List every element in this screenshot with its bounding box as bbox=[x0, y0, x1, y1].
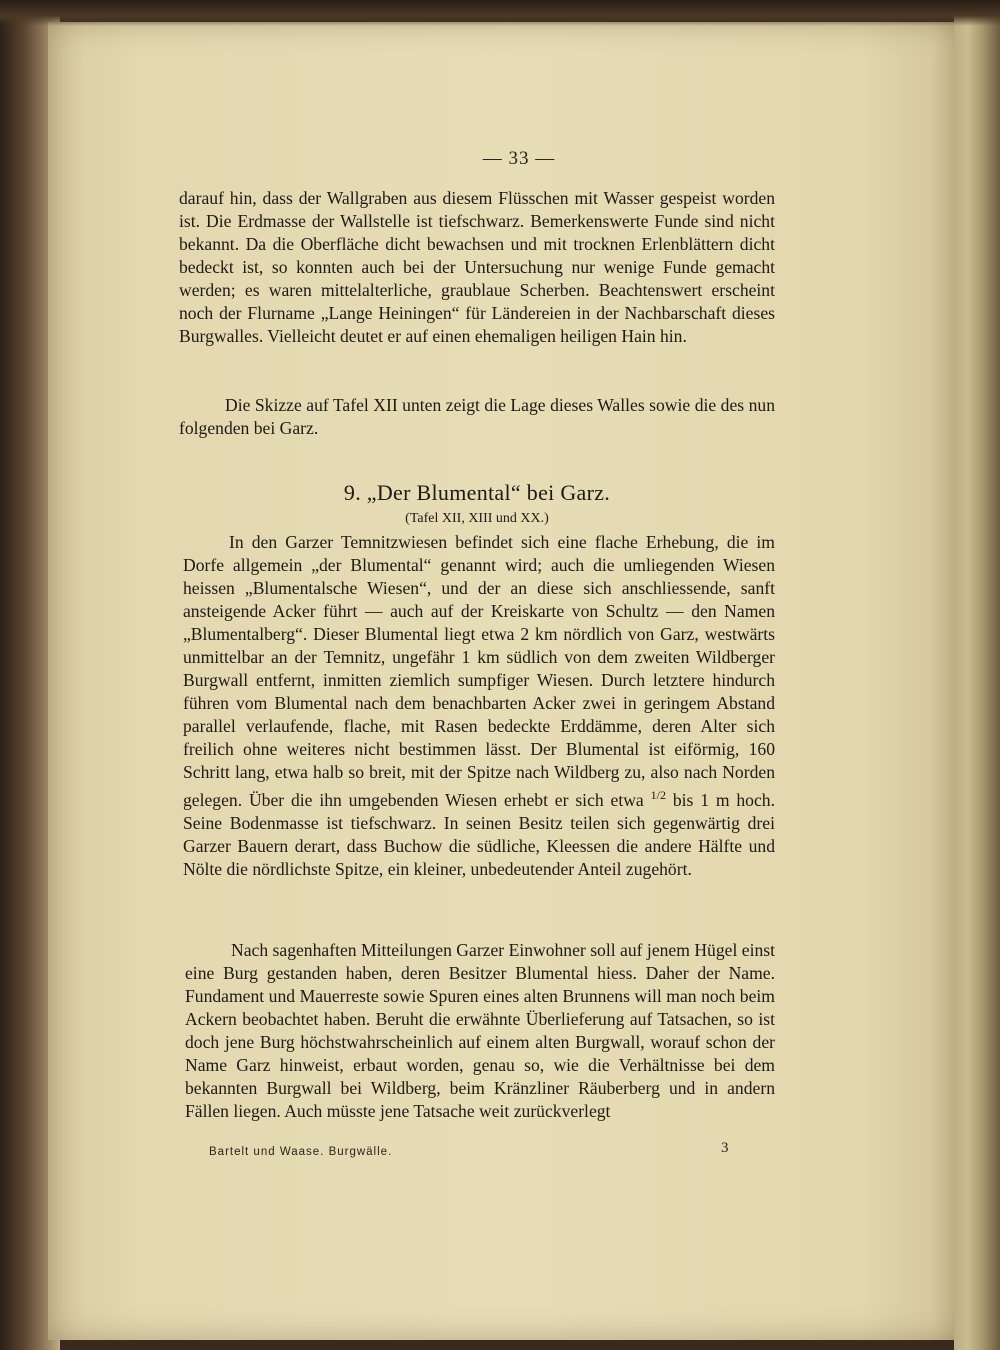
paragraph-text-tail: bis 1 m hoch. Seine Bodenmasse ist tiefschwarz. In seinen Besitz teilen sich gegenwärtig drei Garzer Bauern derart, dass Buchow die südliche, Kleessen die andere Hälfte und Nölte die nördlichste Spitze, ein kleiner, unbedeutender Anteil zugehört. bbox=[183, 789, 775, 879]
book-top-edge bbox=[0, 0, 1000, 26]
section-title: 9. „Der Blumental“ bei Garz. bbox=[343, 480, 611, 505]
paragraph-sketch-note: Die Skizze auf Tafel XII unten zeigt die Lage dieses Walles sowie die des nun folgenden bei Garz. bbox=[179, 395, 775, 438]
section-subtitle: (Tafel XII, XIII und XX.) bbox=[405, 511, 549, 526]
paragraph-blumental-description bbox=[183, 531, 775, 881]
paragraph-continued: darauf hin, dass der Wallgraben aus diesem Flüsschen mit Wasser gespeist worden ist. Die Erdmasse der Wallstelle ist tiefschwarz. Bemerkenswerte Funde sind nicht bekannt. Da die Oberfläche dicht bewachsen und mit trocknen Erlenblättern dicht bedeckt ist, so konnten auch bei der Untersuchung nur wenige Funde gemacht werden; es waren mittelalterliche, graublaue Scherben. Beachtenswert erscheint noch der Flurname „Lange Heiningen“ für Ländereien in der Nachbarschaft dieses Burgwalles. Vielleicht deutet er auf einen ehemaligen heiligen Hain hin. bbox=[179, 188, 775, 346]
page-number: — 33 — bbox=[482, 148, 556, 169]
page-stack-edge bbox=[954, 0, 1000, 1350]
paragraph-legend: Nach sagenhaften Mitteilungen Garzer Einwohner soll auf jenem Hügel einst eine Burg gestanden haben, deren Besitzer Blumental hiess. Daher der Name. Fundament und Mauerreste sowie Spuren eines alten Brunnens will man noch beim Ackern beobachtet haben. Beruht die erwähnte Überlieferung auf Tatsachen, so ist doch jene Burg höchstwahrscheinlich auf einem alten Burgwall, worauf schon der Name Garz hinweist, erbaut worden, genau so, wie die Verhältnisse bei dem bekannten Burgwall bei Wildberg, beim Kränzliner Räuberberg und in andern Fällen liegen. Auch müsste jene Tatsache weit zurückverlegt bbox=[185, 940, 775, 1121]
paragraph-text: In den Garzer Temnitzwiesen befindet sich eine flache Erhebung, die im Dorfe allgemein „der Blumental“ genannt wird; auch die umliegenden Wiesen heissen „Blumentalsche Wiesen“, und der an diese sich anschliessende, sanft ansteigende Acker führt — auch auf der Kreiskarte von Schultz — den Namen „Blumentalberg“. Dieser Blumental liegt etwa 2 km nördlich von Garz, westwärts unmittelbar an der Temnitz, ungefähr 1 km südlich von dem zweiten Wildberger Burgwall entfernt, inmitten ziemlich sumpfiger Wiesen. Durch letztere hindurch führen vom Blumental nach dem benachbarten Acker zwei in geringem Abstand parallel verlaufende, flache, mit Rasen bedeckte Erddämme, deren Alter sich freilich ohne weiteres nicht bestimmen lässt. Der Blumental ist eiförmig, 160 Schritt lang, etwa halb so breit, mit der Spitze nach Wildberg zu, also nach Norden gelegen. Über die ihn umgebenden Wiesen erhebt er sich etwa bbox=[183, 532, 775, 810]
footer-sheet-number: 3 bbox=[721, 1140, 729, 1156]
footer-signature: Bartelt und Waase. Burgwälle. bbox=[209, 1146, 393, 1158]
fraction: 1/2 bbox=[650, 788, 666, 802]
